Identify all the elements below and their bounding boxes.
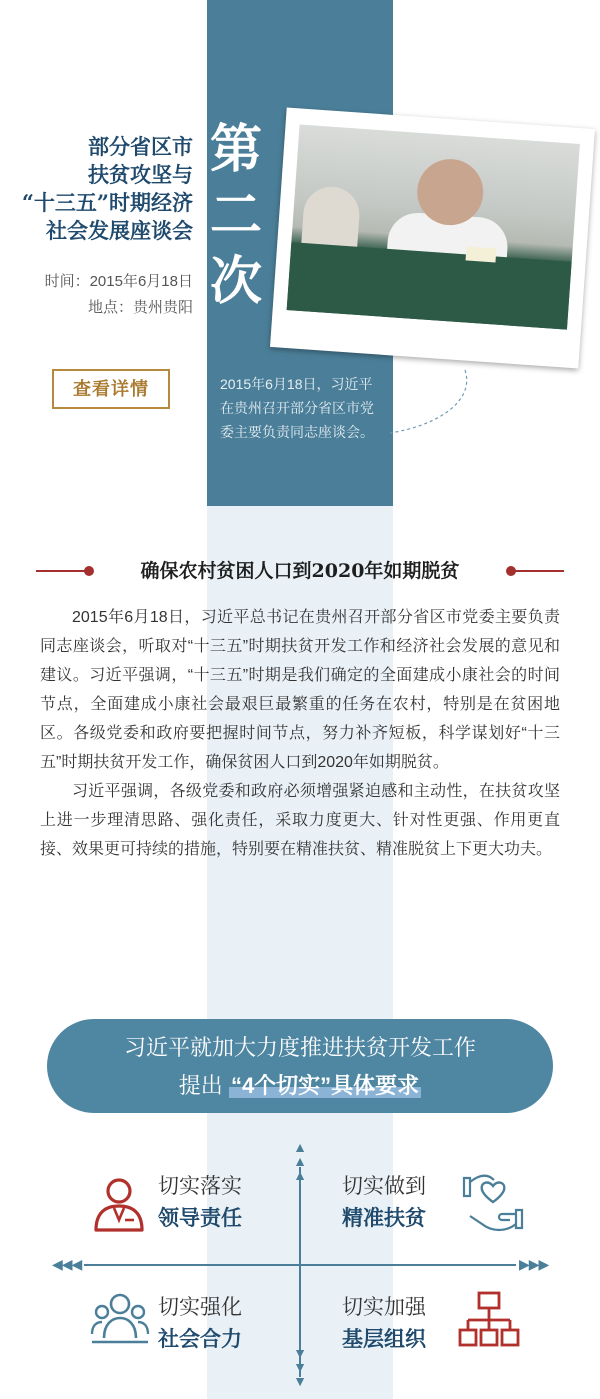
dashed-connector-decoration: [380, 365, 490, 445]
banner-line-1: 习近平就加大力度推进扶贫开发工作: [123, 1035, 476, 1060]
arrow-down-icon: ▼ ▼ ▼: [293, 1345, 307, 1389]
org-chart-icon: [458, 1290, 520, 1350]
requirement-item: [342, 1292, 426, 1356]
meeting-title: [0, 133, 193, 245]
requirement-item: [158, 1171, 242, 1235]
arrow-right-icon: ▶▶▶: [519, 1256, 549, 1272]
ordinal-char: 次: [209, 251, 262, 312]
requirement-line-1: 切实做到: [342, 1175, 426, 1198]
requirement-item: [158, 1292, 242, 1356]
banner-line-2: [47, 1071, 553, 1101]
article-paragraph: 习近平强调，各级党委和政府必须增强紧迫感和主动性，在扶贫攻坚上进一步理清思路、强化责任，采取力度更大、针对性更强、作用更直接、效果更可持续的措施，特别要在精准扶贫、精准脱贫上下更大功夫。: [40, 783, 560, 858]
caring-hands-heart-icon: [458, 1172, 528, 1234]
requirement-item: [342, 1171, 426, 1235]
arrow-up-icon: ▲ ▲ ▲: [293, 1139, 307, 1183]
meeting-place: 地点：贵州贵阳: [87, 299, 193, 316]
meeting-title-line: “十三五”时期经济: [21, 190, 193, 215]
requirements-banner: [47, 1019, 553, 1113]
arrow-left-icon: ◀◀◀: [52, 1256, 82, 1272]
meeting-photo: [287, 124, 580, 329]
requirement-line-1: 切实强化: [158, 1296, 242, 1319]
section-heading-text: 确保农村贫困人口到2020年如期脱贫: [140, 560, 460, 582]
ordinal-char: 二: [209, 185, 262, 246]
requirement-line-2: 社会合力: [158, 1328, 242, 1351]
view-details-button[interactable]: 查看详情: [52, 369, 170, 409]
banner-highlight: “4个切实”具体要求: [230, 1073, 420, 1098]
requirement-line-2: 精准扶贫: [342, 1207, 426, 1230]
meeting-title-line: 扶贫攻坚与: [88, 162, 193, 187]
heading-divider-line: [514, 570, 564, 572]
meeting-title-line: 社会发展座谈会: [46, 218, 193, 243]
meeting-time: 时间：2015年6月18日: [44, 273, 193, 290]
requirement-line-2: 基层组织: [342, 1328, 426, 1351]
banner-prefix: 提出: [178, 1073, 223, 1098]
requirement-line-1: 切实加强: [342, 1296, 426, 1319]
photo-desk: [287, 242, 572, 329]
ordinal-char: 第: [209, 119, 262, 180]
section-heading: [36, 556, 564, 586]
meeting-title-line: 部分省区市: [88, 134, 193, 159]
requirement-line-2: 领导责任: [158, 1207, 242, 1230]
article-body: [40, 603, 560, 864]
team-people-icon: [90, 1290, 150, 1348]
leader-person-icon: [92, 1176, 146, 1232]
article-paragraph: 2015年6月18日，习近平总书记在贵州召开部分省区市党委主要负责同志座谈会，听取对“十三五”时期扶贫开发工作和经济社会发展的意见和建议。习近平强调，“十三五”时期是我们确定的全面建成小康社会的时间节点，全面建成小康社会最艰巨最繁重的任务在农村，特别是在贫困地区。各级党委和政府要把握时间节点，努力补齐短板，科学谋划好“十三五”时期扶贫开发工作，确保贫困人口到2020年如期脱贫。: [40, 609, 560, 771]
meeting-photo-card: [270, 108, 595, 369]
horizontal-axis: [84, 1264, 516, 1266]
requirement-line-1: 切实落实: [158, 1175, 242, 1198]
photo-name-card: [466, 246, 497, 262]
photo-caption: 2015年6月18日，习近平在贵州召开部分省区市党委主要负责同志座谈会。: [220, 376, 374, 440]
